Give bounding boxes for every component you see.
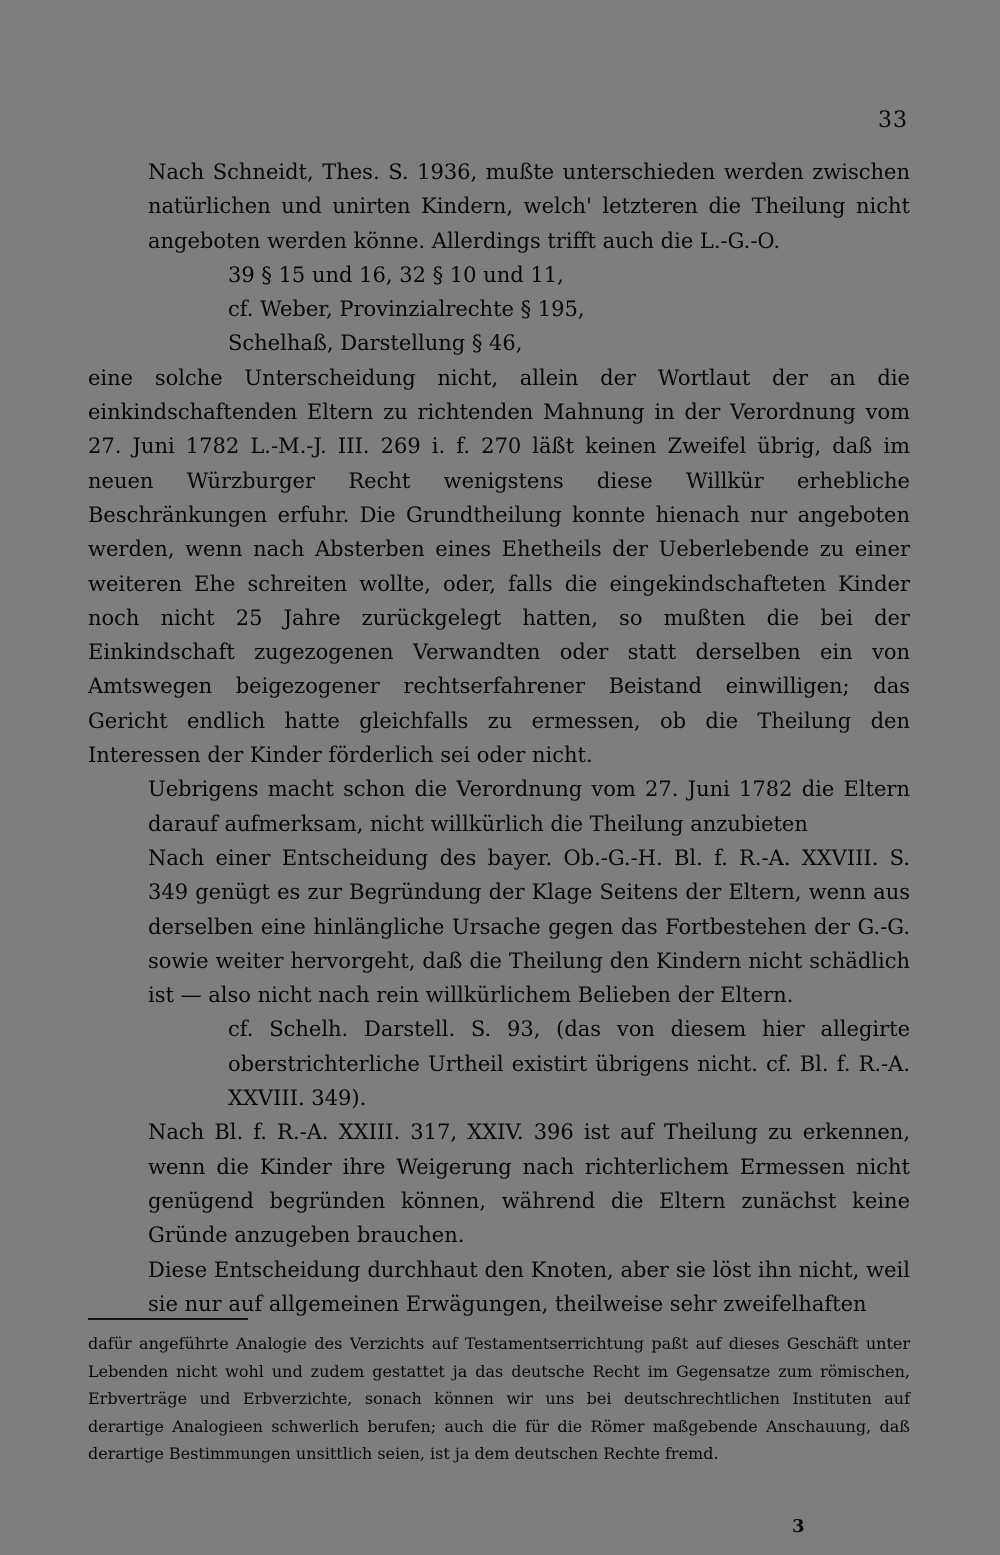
citation-line-2: cf. Weber, Provinzialrechte § 195, [228,297,585,322]
footnote-divider [88,1318,248,1320]
citation-line-1: 39 § 15 und 16, 32 § 10 und 11, [228,262,564,287]
signature-mark: 3 [792,1516,805,1537]
paragraph-uebrigens: Uebrigens macht schon die Verordnung vom 27. Juni 1782 die Eltern darauf aufmerksam, nicht willkürlich die Theilung anzubieten [148,777,910,836]
paragraph-knoten: Diese Entscheidung durchhaut den Knoten, aber sie löst ihn nicht, weil sie nur auf allgemeinen Erwägungen, theilweise sehr zweifelhaften [148,1257,910,1316]
paragraph-unterscheidung: eine solche Unterscheidung nicht, allein der Wortlaut der an die einkindschaftenden Eltern zu richtenden Mahnung in der Verordnung vom 27. Juni 1782 L.-M.-J. III. 269 i. f. 270 läßt keinen Zweifel übrig, daß im neuen Würzburger Recht wenigstens diese Willkür erhebliche Beschränkungen erfuhr. Die Grundtheilung konnte hienach nur angeboten werden, wenn nach Absterben eines Ehetheils der Ueberlebende zu einer weiteren Ehe schreiten wollte, oder, falls die eingekindschafteten Kinder noch nicht 25 Jahre zurückgelegt hatten, so mußten die bei der Einkindschaft zugezogenen Verwandten oder statt derselben ein von Amtswegen beigezogener rechtserfahrener Beistand einwilligen; das Gericht endlich hatte gleichfalls zu ermessen, ob die Theilung den Interessen der Kinder förderlich sei oder nicht. [88,365,910,768]
main-text [88,155,910,1321]
page-number: 33 [878,108,908,133]
paragraph-entscheidung: Nach einer Entscheidung des bayer. Ob.-G.-H. Bl. f. R.-A. XXVIII. S. 349 genügt es zur Begründung der Klage Seitens der Eltern, wenn aus derselben eine hinlängliche Ursache gegen das Fortbestehen der G.-G. sowie weiter hervorgeht, daß die Theilung den Kindern nicht schädlich ist — also nicht nach rein willkürlichem Belieben der Eltern. [148,845,910,1008]
paragraph-schelhass-citation: cf. Schelh. Darstell. S. 93, (das von diesem hier allegirte oberstrichterliche Urtheil existirt übrigens nicht. cf. Bl. f. R.-A. XXVIII. 349). [228,1017,910,1111]
citation-line-3: Schelhaß, Darstellung § 46, [228,331,523,356]
paragraph-theilung: Nach Bl. f. R.-A. XXIII. 317, XXIV. 396 ist auf Theilung zu erkennen, wenn die Kinder ihre Weigerung nach richterlichem Ermessen nicht genügend begründen können, während die Eltern zunächst keine Gründe anzugeben brauchen. [148,1120,910,1248]
paragraph-schneidt: Nach Schneidt, Thes. S. 1936, mußte unterschieden werden zwischen natürlichen und unirten Kindern, welch' letzteren die Theilung nicht angeboten werden könne. Allerdings trifft auch die L.-G.-O. [148,160,910,253]
footnote: dafür angeführte Analogie des Verzichts auf Testamentserrichtung paßt auf dieses Geschäft unter Lebenden nicht wohl und zudem gestattet ja das deutsche Recht im Gegensatze zum römischen, Erbverträge und Erbverzichte, sonach können wir uns bei deutschrechtlichen Instituten auf derartige Analogieen schwerlich berufen; auch die für die Römer maßgebende Anschauung, daß derartige Bestimmungen unsittlich seien, ist ja dem deutschen Rechte fremd. [88,1334,910,1463]
